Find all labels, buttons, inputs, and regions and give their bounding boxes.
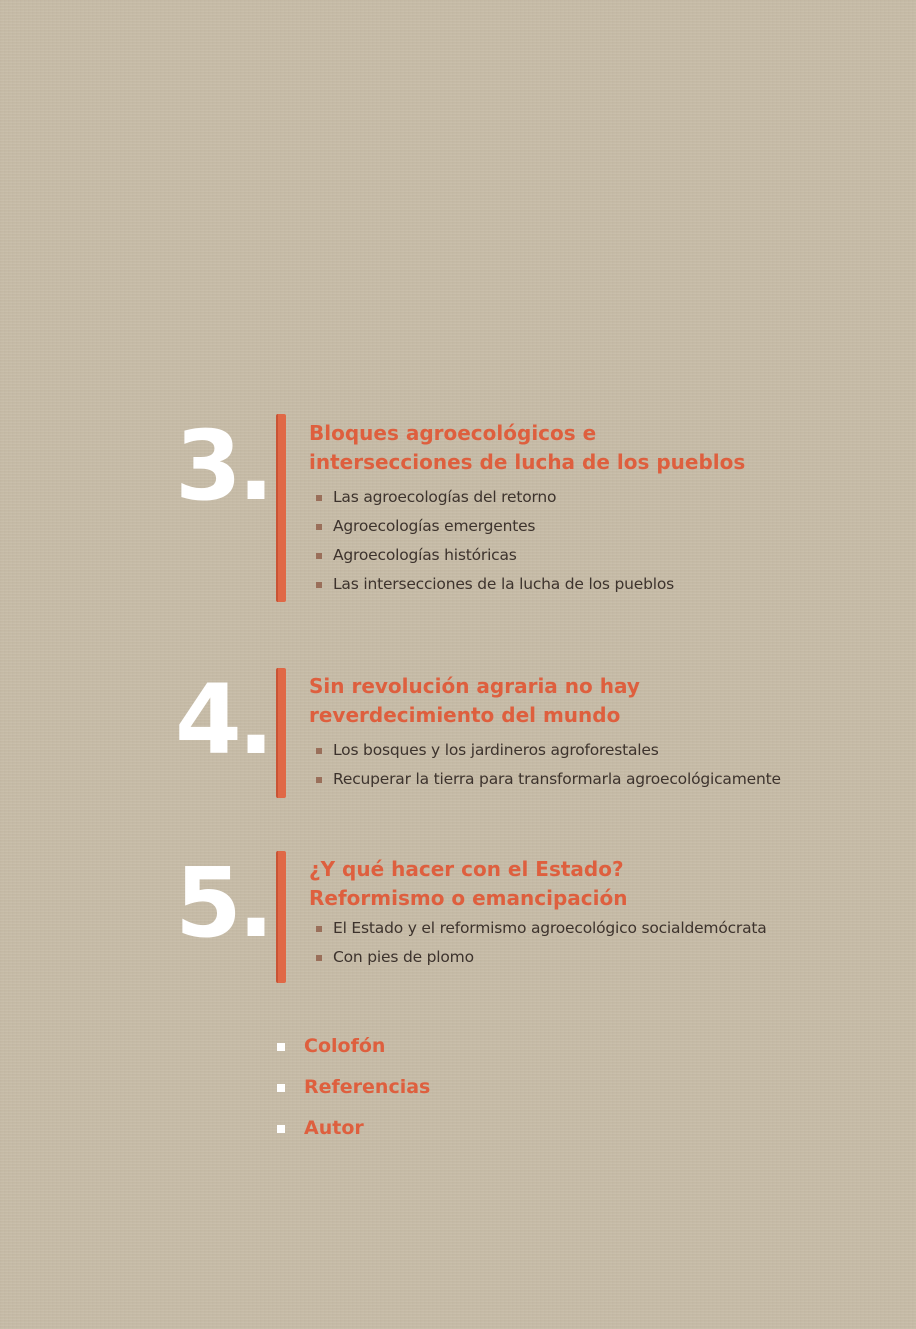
section-number: 4. (175, 664, 271, 776)
subsection-item[interactable]: Las agroecologías del retorno (316, 483, 674, 512)
subsection-list (316, 736, 781, 794)
subsection-item[interactable]: Agroecologías emergentes (316, 512, 674, 541)
link-autor[interactable]: Autor (277, 1112, 430, 1153)
subsection-list (316, 483, 674, 599)
link-referencias[interactable]: Referencias (277, 1071, 430, 1112)
subsection-item[interactable]: Agroecologías históricas (316, 541, 674, 570)
section-title[interactable] (309, 672, 829, 730)
section-title-line: Sin revolución agraria no hay (309, 674, 640, 698)
section-title-line: intersecciones de lucha de los pueblos (309, 450, 746, 474)
section-title[interactable] (309, 419, 829, 477)
subsection-list (316, 914, 767, 972)
section-divider-bar (276, 414, 286, 602)
section-divider-bar (276, 851, 286, 983)
section-title[interactable] (309, 855, 829, 913)
section-number: 3. (175, 410, 271, 522)
appendix-links (277, 1030, 430, 1153)
link-colofon[interactable]: Colofón (277, 1030, 430, 1071)
subsection-item[interactable]: Los bosques y los jardineros agroforestales (316, 736, 781, 765)
subsection-item[interactable]: El Estado y el reformismo agroecológico socialdemócrata (316, 914, 767, 943)
section-title-line: Bloques agroecológicos e (309, 421, 597, 445)
subsection-item[interactable]: Las intersecciones de la lucha de los pueblos (316, 570, 674, 599)
section-title-line: Reformismo o emancipación (309, 886, 628, 910)
section-title-line: reverdecimiento del mundo (309, 703, 621, 727)
section-title-line: ¿Y qué hacer con el Estado? (309, 857, 624, 881)
subsection-item[interactable]: Recuperar la tierra para transformarla agroecológicamente (316, 765, 781, 794)
subsection-item[interactable]: Con pies de plomo (316, 943, 767, 972)
section-divider-bar (276, 668, 286, 798)
section-number: 5. (175, 847, 271, 959)
